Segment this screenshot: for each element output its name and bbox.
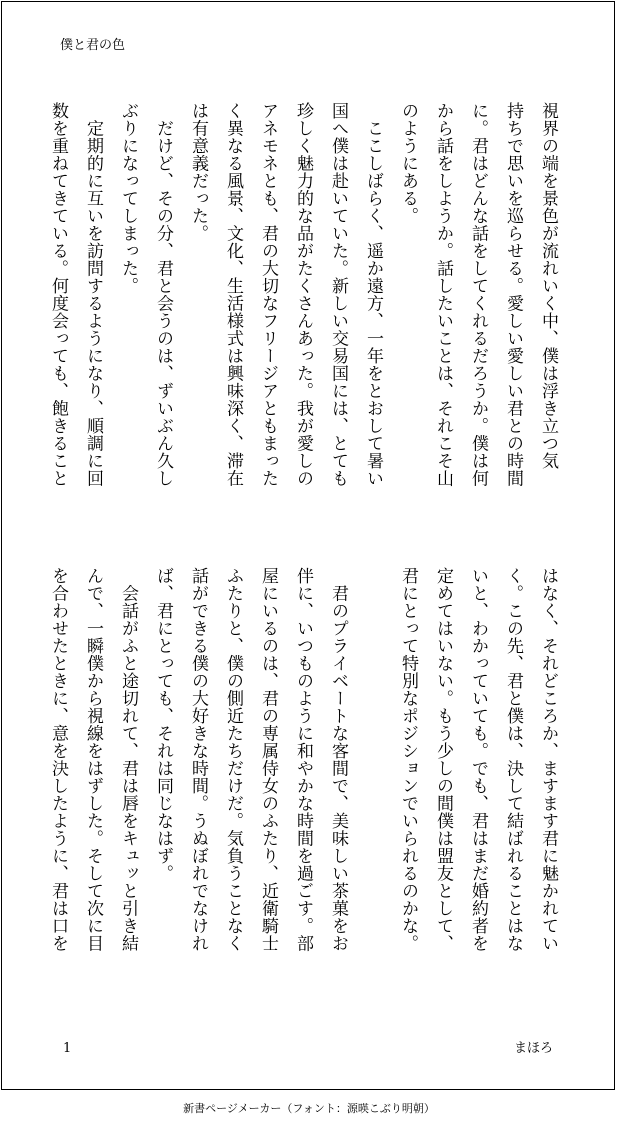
text-column: 話ができる僕の大好きな時間。うぬぼれでなけれ	[188, 567, 208, 952]
page-number: 1	[63, 1041, 72, 1056]
text-column: く。この先、君と僕は、決して結ばれることはな	[503, 567, 523, 952]
author-name: まほろ	[514, 1041, 554, 1056]
text-column: は有意義だった。	[188, 102, 208, 242]
book-page	[1, 1, 615, 1090]
text-column: 視界の端を景色が流れいく中、僕は浮き立つ気	[538, 102, 558, 470]
text-column: アネモネとも、君の大切なフリージアともまった	[258, 102, 278, 487]
text-column: のようにある。	[398, 102, 418, 225]
text-column: 持ちで思いを巡らせる。愛しい愛しい君との時間	[503, 102, 523, 487]
text-column: いと、わかっていても。でも、君はまだ婚約者を	[468, 567, 488, 952]
upper-text-block	[48, 102, 565, 532]
text-column: 君にとって特別なポジションでいられるのかな。	[398, 567, 418, 952]
text-column: んで、一瞬僕から視線をはずした。そして次に目	[83, 567, 103, 952]
footer-caption: 新書ページメーカー（フォント：源暎こぶり明朝）	[183, 1102, 435, 1115]
text-column: ぶりになってしまった。	[118, 102, 138, 295]
text-column: 定めてはいない。もう少しの間僕は盟友として、	[433, 567, 453, 952]
text-column: から話をしようか。話したいことは、それこそ山	[433, 102, 453, 487]
text-column: く異なる風景、文化、生活様式は興味深く、滞在	[223, 102, 243, 487]
book-title: 僕と君の色	[60, 38, 126, 53]
text-column: を合わせたときに、意を決したように、君は口を	[48, 567, 68, 952]
text-column: 数を重ねてきている。何度会っても、飽きること	[48, 102, 68, 487]
blank-column	[355, 567, 390, 997]
text-column: ば、君にとっても、それは同じなはず。	[153, 567, 173, 882]
text-column: はなく、それどころか、ますます君に魅かれてい	[538, 567, 558, 952]
text-column: 伴に、いつものように和やかな時間を過ごす。部	[293, 567, 313, 952]
lower-text-block	[48, 567, 565, 997]
text-column: 珍しく魅力的な品がたくさんあった。我が愛しの	[293, 102, 313, 487]
text-column: 君のプライベートな客間で、美味しい茶菓をお	[328, 567, 348, 952]
text-column: 屋にいるのは、君の専属侍女のふたり、近衛騎士	[258, 567, 278, 952]
text-column: 国へ僕は赴いていた。新しい交易国には、とても	[328, 102, 348, 487]
text-column: だけど、その分、君と会うのは、ずいぶん久し	[153, 102, 173, 487]
text-column: ここしばらく、遥か遠方、一年をとおして暑い	[363, 102, 383, 487]
text-column: 定期的に互いを訪問するようになり、順調に回	[83, 102, 103, 487]
text-column: 会話がふと途切れて、君は唇をキュッと引き結	[118, 567, 138, 952]
text-column: に。君はどんな話をしてくれるだろうか。僕は何	[468, 102, 488, 487]
text-column: ふたりと、僕の側近たちだけだ。気負うことなく	[223, 567, 243, 952]
